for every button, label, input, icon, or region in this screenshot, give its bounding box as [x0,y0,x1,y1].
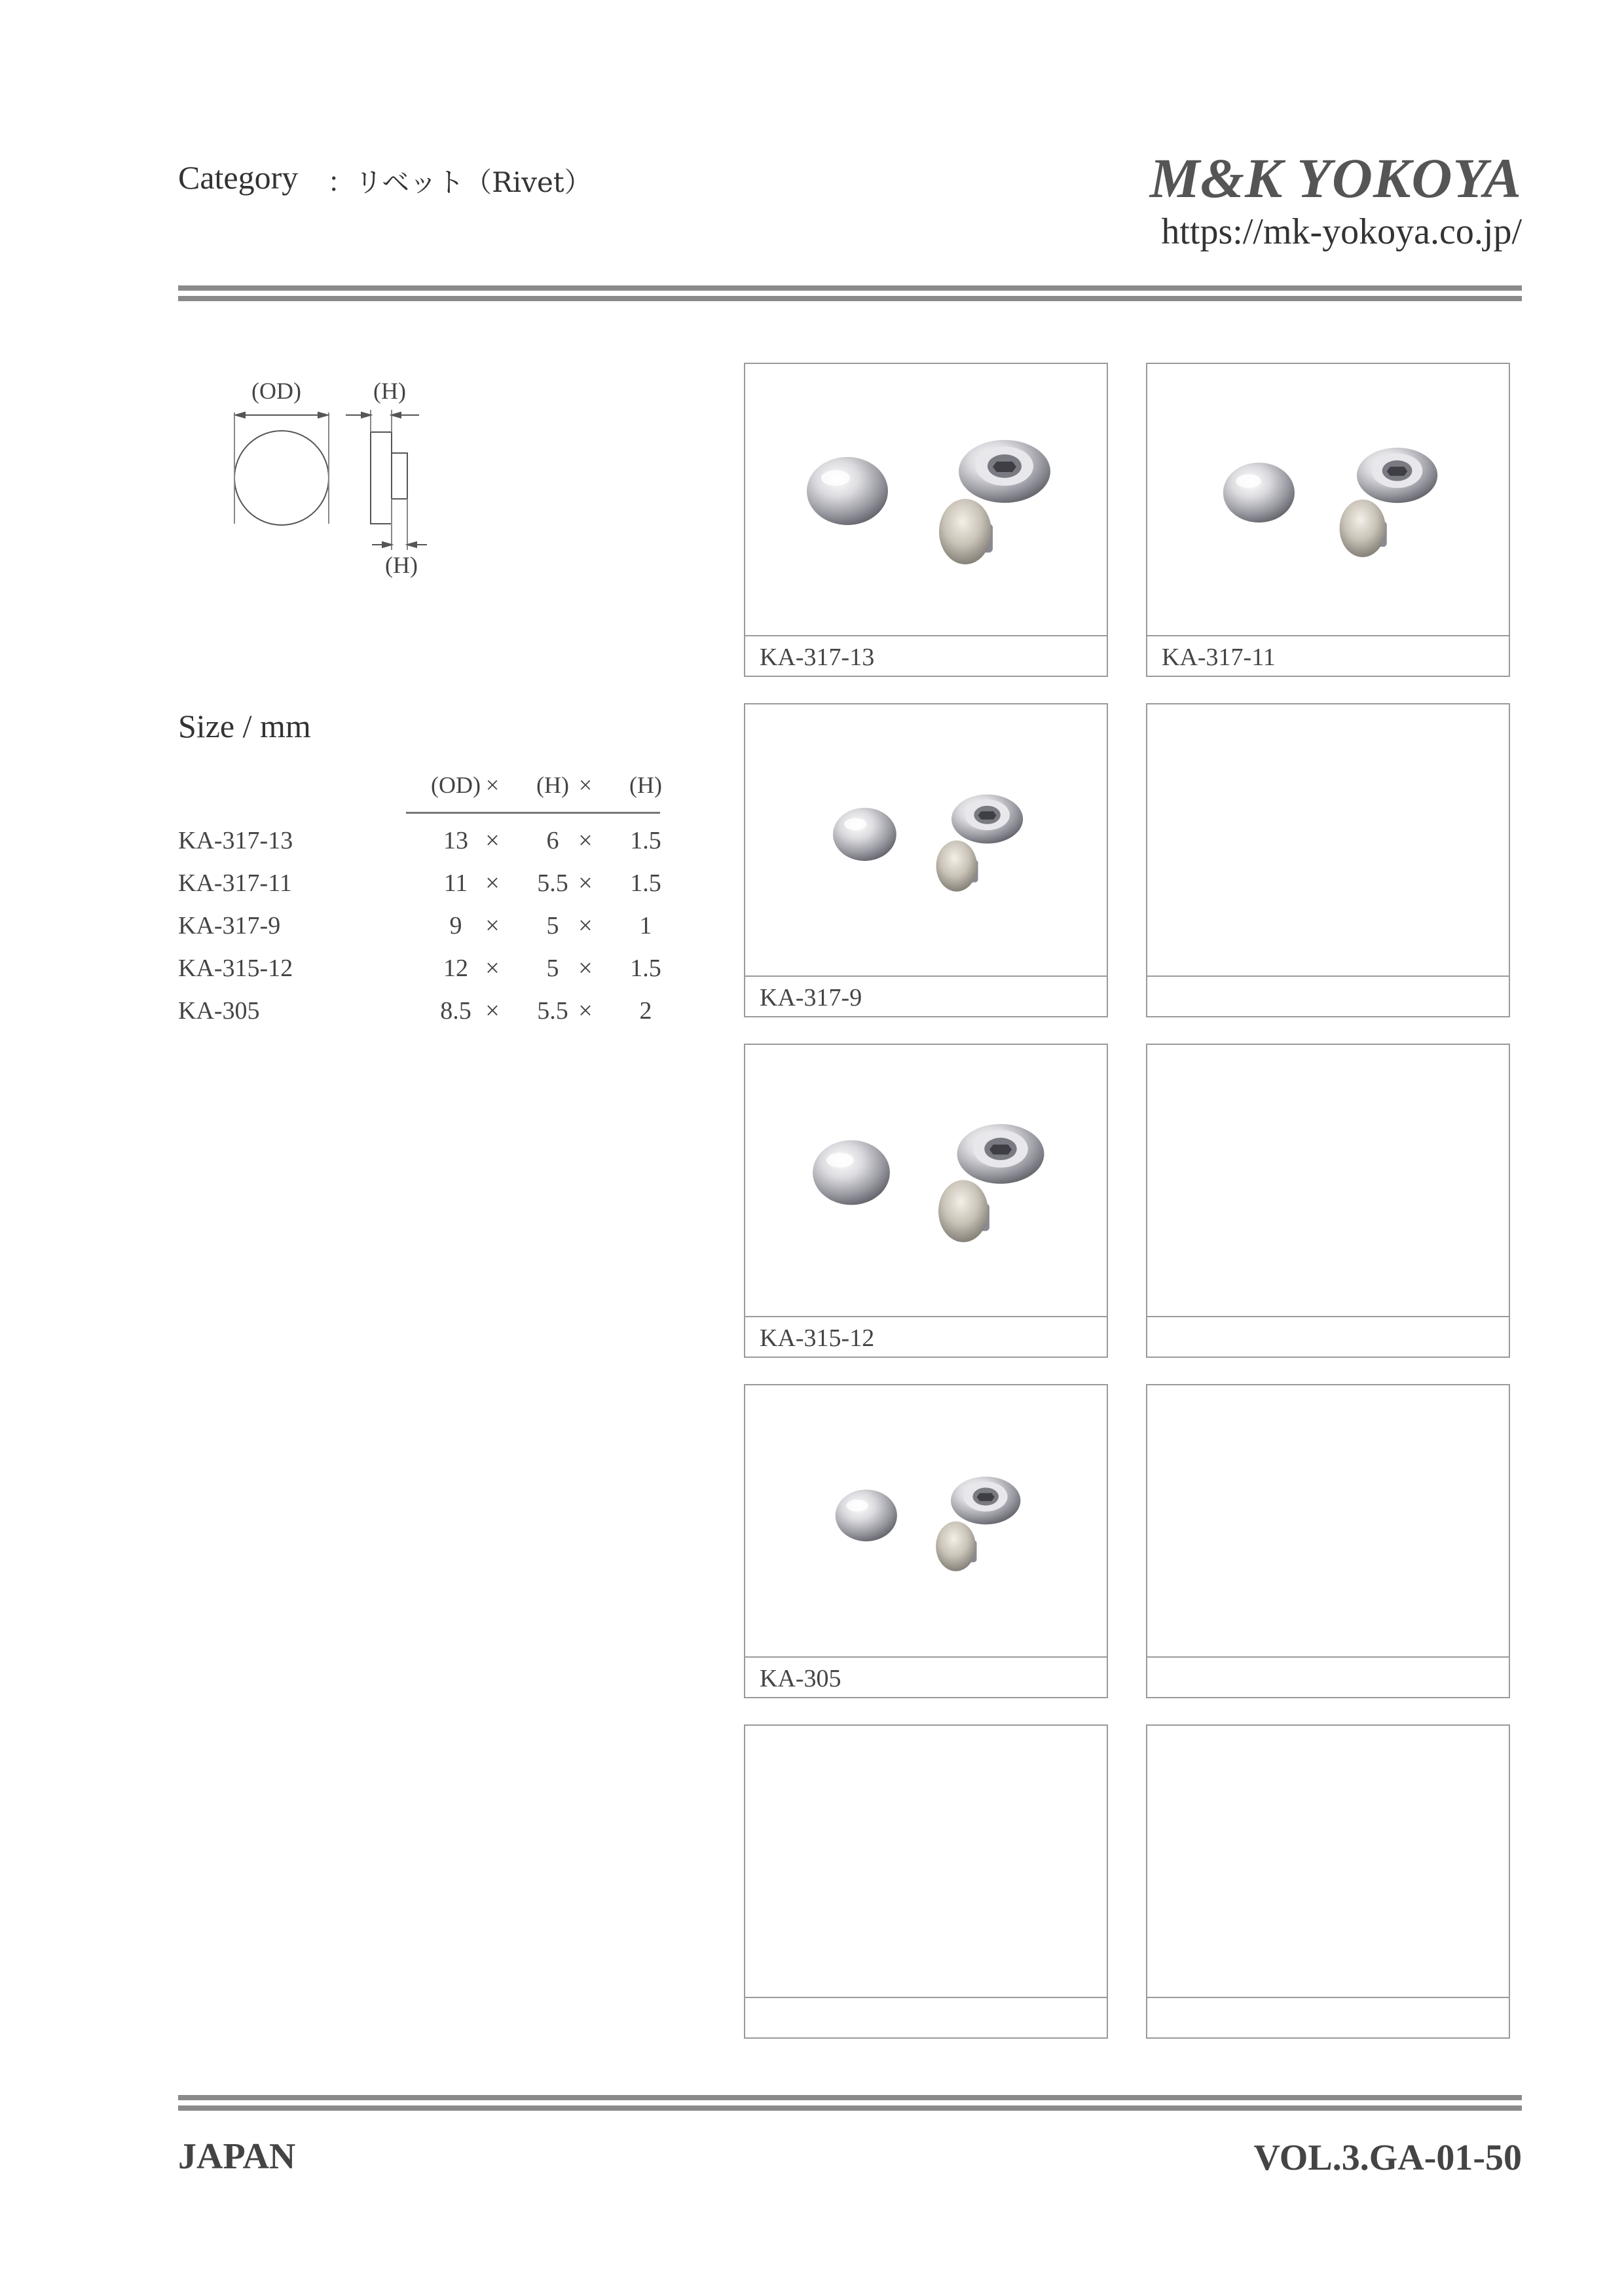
product-photo [1147,1385,1509,1656]
rivet-photo-icon [1147,364,1509,635]
size-row-h2: 1.5 [630,869,661,897]
footer-rule-top [178,2095,1522,2100]
size-row-h1: 5 [546,912,559,939]
diagram-label-h-top: (H) [373,378,406,404]
product-card[interactable] [1146,703,1510,1017]
footer-volume-code: VOL.3.GA-01-50 [1253,2138,1522,2178]
size-row-code: KA-315-12 [178,955,293,982]
rivet-front-outline [234,431,329,525]
brand-logo-text: M&K YOKOYA [1149,147,1522,210]
size-row-od: 11 [443,869,468,897]
product-photo [1147,704,1509,975]
col-head-od: (OD) [431,772,481,798]
size-row-times: × [578,869,593,897]
footer-rule-bottom [178,2105,1522,2111]
product-caption: KA-317-9 [745,975,1107,1017]
col-head-h2: (H) [629,772,662,798]
col-head-times-2: × [578,772,593,798]
product-card[interactable] [744,1044,1108,1358]
product-photo [1147,1045,1509,1316]
category-value: ：リベット（Rivet） [327,166,592,198]
size-row-code: KA-317-13 [178,827,293,854]
size-row-h2: 2 [639,997,652,1025]
rivet-dimension-diagram [223,393,458,563]
product-card[interactable] [744,703,1108,1017]
size-row-code: KA-317-9 [178,912,281,939]
size-row-times: × [485,955,500,982]
product-caption: KA-317-11 [1147,635,1509,677]
size-row-times: × [485,827,500,854]
size-table-title: Size / mm [178,708,311,744]
size-row-h2: 1.5 [630,955,661,982]
rivet-side-head [371,432,392,524]
size-row [178,954,676,993]
size-row-code: KA-317-11 [178,869,292,897]
rivet-photo-icon [745,704,1107,975]
size-row-od: 13 [443,827,468,854]
header-rule-top [178,285,1522,291]
product-caption [1147,1656,1509,1698]
size-row-times: × [485,997,500,1025]
size-row-times: × [578,912,593,939]
size-row-od: 8.5 [440,997,471,1025]
size-table-header [178,771,676,804]
size-row [178,826,676,866]
product-caption [1147,1997,1509,2039]
product-photo [1147,1726,1509,1997]
size-row-h1: 6 [546,827,559,854]
product-card[interactable] [1146,1384,1510,1698]
size-row-times: × [578,955,593,982]
website-link[interactable]: https://mk-yokoya.co.jp/ [1161,211,1522,252]
product-caption: KA-317-13 [745,635,1107,677]
product-caption [1147,1316,1509,1358]
product-photo [745,704,1107,975]
size-row-times: × [485,912,500,939]
header-rule-bottom [178,296,1522,301]
size-row [178,869,676,908]
col-head-times-1: × [485,772,500,798]
diagram-label-h-bottom: (H) [385,552,418,578]
product-card[interactable] [1146,363,1510,677]
diagram-label-od: (OD) [251,378,301,404]
size-row-h1: 5.5 [537,997,568,1025]
category-label: Category [178,159,299,196]
product-card[interactable] [744,363,1108,677]
col-head-h1: (H) [536,772,569,798]
rivet-photo-icon [745,1385,1107,1656]
product-caption [745,1997,1107,2039]
size-table-header-rule [406,812,660,814]
footer-country: JAPAN [178,2136,296,2177]
product-caption: KA-315-12 [745,1316,1107,1358]
size-row-h1: 5 [546,955,559,982]
size-row-times: × [578,997,593,1025]
size-row-times: × [485,869,500,897]
size-row-h1: 5.5 [537,869,568,897]
size-row-h2: 1 [639,912,652,939]
product-caption [1147,975,1509,1017]
size-row [178,996,676,1036]
product-photo [745,1045,1107,1316]
product-photo [745,1726,1107,1997]
product-card[interactable] [1146,1724,1510,2039]
product-photo [1147,364,1509,635]
product-caption: KA-305 [745,1656,1107,1698]
size-row-times: × [578,827,593,854]
product-card[interactable] [1146,1044,1510,1358]
product-card[interactable] [744,1384,1108,1698]
size-row-od: 12 [443,955,468,982]
product-photo [745,364,1107,635]
rivet-side-shank [392,453,407,499]
size-row-code: KA-305 [178,997,260,1025]
rivet-photo-icon [745,364,1107,635]
product-card[interactable] [744,1724,1108,2039]
size-row-h2: 1.5 [630,827,661,854]
size-row [178,911,676,951]
product-photo [745,1385,1107,1656]
size-row-od: 9 [449,912,462,939]
rivet-photo-icon [745,1045,1107,1316]
